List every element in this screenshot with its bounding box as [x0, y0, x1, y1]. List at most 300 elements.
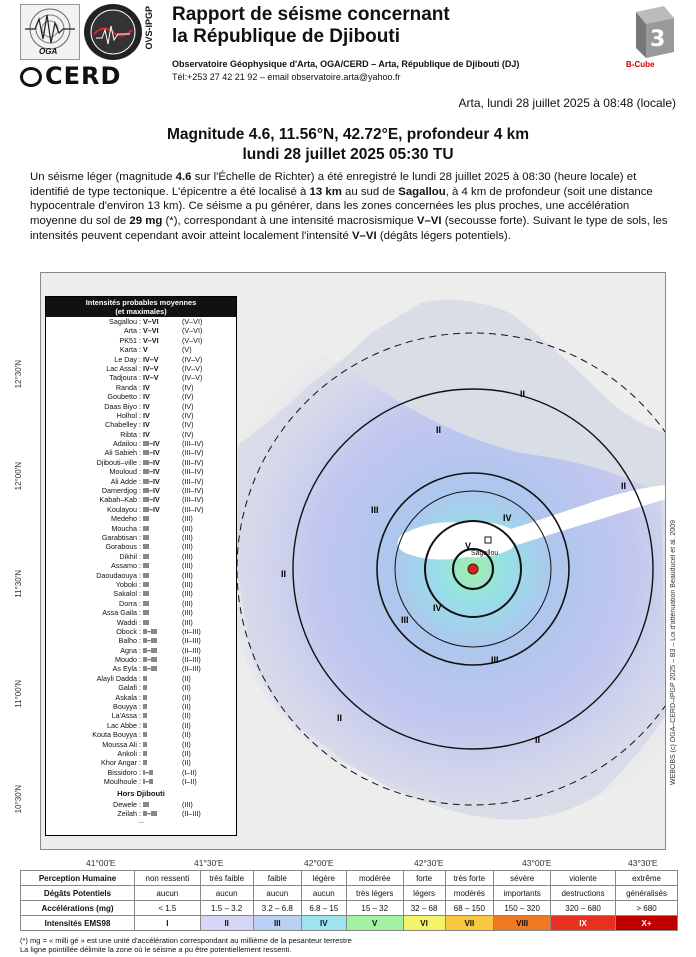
legend-intensity: II [143, 692, 147, 702]
legend-max-intensity: (II) [182, 711, 191, 721]
legend-intensity: II [143, 702, 147, 712]
legend-row [46, 355, 236, 364]
legend-intensity: III [143, 589, 149, 599]
legend-intensity: III [143, 799, 149, 809]
headline-line2: lundi 28 juillet 2025 05:30 TU [242, 146, 454, 163]
legend-place-name: Askala : [115, 692, 141, 702]
scale-cell: sévère [494, 871, 551, 886]
scale-cell: aucun [253, 886, 301, 901]
scale-cell: importants [494, 886, 551, 901]
legend-max-intensity: (I–II) [182, 767, 197, 777]
legend-place-name: Koulayou : [107, 504, 141, 514]
legend-place-name: Sagallou : [109, 317, 141, 326]
legend-row [46, 721, 236, 730]
oga-logo [20, 4, 80, 60]
scale-row [21, 901, 678, 916]
intensity-scale-table [20, 870, 678, 931]
legend-intensity: IV [143, 410, 150, 420]
scale-cell: 320 – 680 [551, 901, 616, 916]
legend-place-name: Assa Gaila : [102, 608, 141, 618]
legend-max-intensity: (I–II) [182, 777, 197, 787]
legend-row [46, 411, 236, 420]
scale-cell: modérés [445, 886, 494, 901]
x-tick-4100: 41°00'E [86, 858, 116, 868]
legend-row [46, 533, 236, 542]
legend-place-name: Chabelley : [105, 420, 141, 430]
scale-cell: 1.5 – 3.2 [200, 901, 253, 916]
legend-row [46, 693, 236, 702]
legend-intensity: II [143, 730, 147, 740]
scale-cell: destructions [551, 886, 616, 901]
legend-intensity: III–IV [143, 439, 160, 449]
legend-row [46, 711, 236, 720]
legend-place-name: Holhol : [116, 410, 141, 420]
scale-cell: III [253, 916, 301, 931]
legend-row [46, 571, 236, 580]
legend-place-name: Gorabous : [105, 542, 141, 552]
ring-label-ii-6: II [436, 425, 442, 435]
legend-row [46, 758, 236, 767]
legend-row [46, 674, 236, 683]
ring-label-ii-3: II [337, 713, 343, 723]
legend-intensity: II–III [143, 645, 157, 655]
legend-intensity: III [143, 579, 149, 589]
legend-intensity: III [143, 542, 149, 552]
legend-intensity: III [143, 551, 149, 561]
legend-place-name: Lac Abbe : [107, 720, 141, 730]
legend-intensity: III [143, 514, 149, 524]
legend-row [46, 664, 236, 673]
legend-place-name: As Eyla : [112, 664, 141, 674]
intensity-legend [45, 296, 237, 836]
legend-place-name: Daoudaouya : [96, 570, 141, 580]
scale-cell: < 1.5 [135, 901, 201, 916]
scale-cell: > 680 [616, 901, 678, 916]
legend-intensity: III [143, 617, 149, 627]
legend-intensity: II [143, 720, 147, 730]
legend-max-intensity: (II–III) [182, 808, 201, 818]
legend-max-intensity: (III) [182, 579, 193, 589]
legend-intensity: II [143, 748, 147, 758]
legend-max-intensity: (III) [182, 523, 193, 533]
legend-max-intensity: (V) [182, 345, 192, 355]
scale-row-header: Perception Humaine [21, 871, 135, 886]
ovs-label: OVS-IPGP [144, 6, 154, 50]
scale-cell: 3.2 – 6.8 [253, 901, 301, 916]
legend-max-intensity: (III) [182, 799, 193, 809]
legend-place-name: Randa : [115, 382, 141, 392]
legend-place-name: Dorra : [119, 598, 141, 608]
legend-max-intensity: (III) [182, 598, 193, 608]
scale-cell: légère [301, 871, 346, 886]
legend-place-name: Djibouti–ville : [96, 457, 141, 467]
legend-header: Intensités probables moyennes (et maximales) [46, 297, 236, 317]
footnote-dotted: La ligne pointillée délimite la zone où le séisme a pu être potentiellement ressenti. [20, 945, 292, 954]
legend-max-intensity: (V–VI) [182, 326, 203, 336]
scale-cell: 68 – 150 [445, 901, 494, 916]
legend-row [46, 373, 236, 382]
legend-max-intensity: (III–IV) [182, 448, 204, 458]
legend-place-name: Le Day : [114, 354, 141, 364]
legend-place-name: Ali Sabieh : [104, 448, 141, 458]
legend-max-intensity: (IV) [182, 429, 194, 439]
cerd-swirl-icon [20, 67, 42, 87]
x-tick-4300: 43°00'E [522, 858, 552, 868]
scale-cell: X+ [616, 916, 678, 931]
legend-intensity: I–II [143, 777, 153, 787]
scale-cell: I [135, 916, 201, 931]
legend-row [46, 383, 236, 392]
epicenter-star-icon [468, 564, 478, 574]
cerd-logo [20, 62, 156, 88]
legend-max-intensity: (IV) [182, 420, 194, 430]
legend-max-intensity: (IV) [182, 410, 194, 420]
scale-cell: très faible [200, 871, 253, 886]
legend-row [46, 655, 236, 664]
legend-place-name: Medeho : [111, 514, 141, 524]
legend-max-intensity: (III) [182, 514, 193, 524]
scale-cell: 6.8 – 15 [301, 901, 346, 916]
legend-row [46, 495, 236, 504]
scale-cell: 15 – 32 [346, 901, 403, 916]
scale-cell: aucun [301, 886, 346, 901]
legend-row [46, 542, 236, 551]
legend-max-intensity: (III) [182, 551, 193, 561]
legend-row [46, 749, 236, 758]
legend-row [46, 439, 236, 448]
legend-row [46, 627, 236, 636]
legend-row [46, 345, 236, 354]
legend-intensity: II [143, 758, 147, 768]
legend-place-name: Garabtisan : [101, 532, 141, 542]
legend-intensity: IV [143, 429, 150, 439]
map-credit: WEBOBS (c) OGA–CERD–IPGP 2025 – B3 – Loi d'atténuation Beauducel et al. 2009 [670, 520, 677, 786]
scale-cell: IX [551, 916, 616, 931]
legend-place-name: Yoboki : [115, 579, 141, 589]
y-tick-1130: 11°30'N [14, 570, 23, 598]
legend-place-name: Moucha : [111, 523, 141, 533]
legend-intensity: V–VI [143, 326, 159, 336]
legend-intensity: V–VI [143, 317, 159, 326]
legend-max-intensity: (III) [182, 617, 193, 627]
legend-max-intensity: (III–IV) [182, 467, 204, 477]
legend-max-intensity: (III) [182, 608, 193, 618]
report-datetime: Arta, lundi 28 juillet 2025 à 08:48 (locale) [458, 96, 676, 110]
scale-cell: aucun [200, 886, 253, 901]
legend-place-name: Daas Biyo : [104, 401, 141, 411]
scale-cell: 150 – 320 [494, 901, 551, 916]
legend-max-intensity: (III–IV) [182, 486, 204, 496]
legend-place-name: Balho : [118, 636, 141, 646]
legend-row [46, 430, 236, 439]
scale-cell: faible [253, 871, 301, 886]
globe-icon [84, 4, 142, 60]
legend-place-name: Lac Assal : [106, 363, 141, 373]
ring-label-ii-4: II [535, 735, 541, 745]
legend-place-name: Moussa Ali : [102, 739, 141, 749]
legend-intensity: IV [143, 401, 150, 411]
legend-max-intensity: (II) [182, 720, 191, 730]
hors-djibouti-title: Hors Djibouti [117, 788, 165, 798]
legend-intensity: II [143, 673, 147, 683]
legend-intensity: III–IV [143, 448, 160, 458]
legend-row [46, 589, 236, 598]
legend-max-intensity: (III–IV) [182, 504, 204, 514]
legend-place-name: Dewele : [113, 799, 141, 809]
legend-max-intensity: (IV) [182, 382, 194, 392]
legend-place-name: Ankoli : [117, 748, 141, 758]
legend-max-intensity: (II) [182, 730, 191, 740]
legend-row [46, 524, 236, 533]
legend-intensity: IV [143, 420, 150, 430]
legend-ellipsis: ... [138, 818, 144, 826]
legend-row [46, 777, 236, 786]
report-title-line2: la République de Djibouti [172, 26, 400, 47]
legend-place-name: PK51 : [119, 335, 141, 345]
legend-row [46, 392, 236, 401]
legend-row [46, 730, 236, 739]
scale-cell: non ressenti [135, 871, 201, 886]
scale-cell: très forte [445, 871, 494, 886]
legend-place-name: Kouta Bouyya : [92, 730, 141, 740]
legend-max-intensity: (II) [182, 702, 191, 712]
legend-place-name: Khor Angar : [101, 758, 141, 768]
scale-cell: généralisés [616, 886, 678, 901]
legend-place-name: Damerdjog : [101, 486, 141, 496]
legend-max-intensity: (V–VI) [182, 317, 203, 326]
legend-row [46, 552, 236, 561]
legend-row [46, 364, 236, 373]
legend-row [46, 458, 236, 467]
scale-cell: II [200, 916, 253, 931]
legend-intensity: IV [143, 392, 150, 402]
legend-max-intensity: (IV–V) [182, 363, 203, 373]
legend-place-name: Mouloud : [109, 467, 141, 477]
scale-cell: extrême [616, 871, 678, 886]
legend-row [46, 317, 236, 326]
ovs-ipgp-logo [84, 4, 142, 60]
legend-intensity: III [143, 608, 149, 618]
legend-intensity: III [143, 570, 149, 580]
bcube-label: B-Cube [626, 60, 655, 69]
legend-max-intensity: (III–IV) [182, 495, 204, 505]
legend-place-name: Karta : [119, 345, 141, 355]
ring-label-iv: IV [503, 513, 512, 523]
legend-max-intensity: (III) [182, 589, 193, 599]
epicenter-label: Sagallou [471, 550, 499, 557]
legend-row [46, 702, 236, 711]
observatory-line: Observatoire Géophysique d'Arta, OGA/CERD – Arta, République de Djibouti (DJ) [172, 59, 520, 69]
x-tick-4200: 42°00'E [304, 858, 334, 868]
legend-max-intensity: (III) [182, 570, 193, 580]
scale-row [21, 916, 678, 931]
scale-cell: aucun [135, 886, 201, 901]
legend-intensity: II–III [143, 626, 157, 636]
legend-max-intensity: (II) [182, 673, 191, 683]
scale-cell: VII [445, 916, 494, 931]
scale-cell: V [346, 916, 403, 931]
legend-max-intensity: (III–IV) [182, 457, 204, 467]
legend-rows [46, 317, 236, 787]
legend-row [46, 448, 236, 457]
legend-max-intensity: (II) [182, 692, 191, 702]
legend-row [46, 514, 236, 523]
legend-intensity: II–III [143, 664, 157, 674]
legend-place-name: Tadjoura : [109, 373, 141, 383]
legend-place-name: Assamo : [111, 561, 141, 571]
legend-row [46, 477, 236, 486]
legend-place-name: Obock : [116, 626, 141, 636]
legend-row [46, 636, 236, 645]
legend-place-name: Sakalol : [113, 589, 141, 599]
legend-row [46, 580, 236, 589]
legend-max-intensity: (II–III) [182, 626, 201, 636]
scale-cell: VI [403, 916, 445, 931]
legend-max-intensity: (II) [182, 739, 191, 749]
scale-cell: 32 – 68 [403, 901, 445, 916]
legend-max-intensity: (II) [182, 683, 191, 693]
legend-max-intensity: (IV) [182, 401, 194, 411]
legend-max-intensity: (II–III) [182, 645, 201, 655]
legend-row [46, 809, 236, 818]
x-tick-4330: 43°30'E [628, 858, 658, 868]
legend-row [46, 561, 236, 570]
ring-label-v: V [465, 541, 472, 551]
scale-cell: violente [551, 871, 616, 886]
scale-cell: très légers [346, 886, 403, 901]
legend-place-name: Ribta : [120, 429, 141, 439]
svg-text:3: 3 [650, 27, 666, 52]
legend-intensity: IV [143, 382, 150, 392]
legend-place-name: Bouyya : [113, 702, 141, 712]
legend-intensity: II [143, 711, 147, 721]
x-tick-4230: 42°30'E [414, 858, 444, 868]
legend-max-intensity: (IV–V) [182, 373, 203, 383]
legend-max-intensity: (II–III) [182, 655, 201, 665]
legend-intensity: III [143, 532, 149, 542]
legend-place-name: Zeilah : [117, 808, 141, 818]
legend-row [46, 420, 236, 429]
hors-rows [46, 800, 236, 819]
legend-place-name: Dikhil : [119, 551, 141, 561]
x-tick-4130: 41°30'E [194, 858, 224, 868]
legend-place-name: Waddi : [116, 617, 141, 627]
legend-max-intensity: (IV) [182, 392, 194, 402]
legend-row [46, 740, 236, 749]
legend-intensity: III [143, 561, 149, 571]
ring-label-iii-2: III [401, 615, 409, 625]
y-tick-1030: 10°30'N [14, 785, 23, 814]
legend-intensity: III–IV [143, 476, 160, 486]
legend-row [46, 683, 236, 692]
contact-line: Tél:+253 27 42 21 92 – email observatoire.arta@yahoo.fr [172, 72, 401, 82]
bcube-icon [628, 4, 678, 62]
legend-place-name: Adailou : [113, 439, 141, 449]
legend-max-intensity: (V–VI) [182, 335, 203, 345]
oga-label: OGA [39, 47, 58, 56]
legend-intensity: III–IV [143, 495, 160, 505]
legend-max-intensity: (III–IV) [182, 476, 204, 486]
ring-label-ii-2: II [281, 569, 287, 579]
ring-label-iii-3: III [491, 655, 499, 665]
y-tick-1230: 12°30'N [14, 360, 23, 389]
legend-intensity: II–III [143, 655, 157, 665]
scale-cell: forte [403, 871, 445, 886]
legend-row [46, 336, 236, 345]
legend-intensity: II–III [143, 636, 157, 646]
legend-row [46, 618, 236, 627]
legend-place-name: Moudo : [115, 655, 141, 665]
ring-label-iii: III [371, 505, 379, 515]
legend-row [46, 326, 236, 335]
legend-row [46, 646, 236, 655]
legend-row [46, 599, 236, 608]
legend-max-intensity: (III) [182, 532, 193, 542]
legend-max-intensity: (II–III) [182, 636, 201, 646]
summary-paragraph: Un séisme léger (magnitude 4.6 sur l'Échelle de Richter) a été enregistré le lundi 28 juillet 2025 à 08:30 (heure locale) et identifié de type tectonique. L'épicentre a été localisé à 13 km au sud de Sagallou, à 4 km de profondeur (soit une distance hypocentrale d'environ 13 km). Ce séisme a pu générer, dans les zones concernées les plus proches, une accélération moyenne du sol de 29 mg (*), correspondant à une intensité macrosismique V–VI (secousse forte). Suivant le type de sols, les intensités peuvent cependant avoir atteint localement l'intensité V–VI (dégâts légers potentiels). [30, 171, 668, 242]
legend-max-intensity: (IV–V) [182, 354, 203, 364]
legend-max-intensity: (II–III) [182, 664, 201, 674]
legend-intensity: II [143, 683, 147, 693]
scale-cell: VIII [494, 916, 551, 931]
scale-row [21, 871, 678, 886]
legend-max-intensity: (II) [182, 748, 191, 758]
legend-max-intensity: (II) [182, 758, 191, 768]
legend-place-name: Moulhoule : [103, 777, 141, 787]
legend-place-name: La'Assa : [111, 711, 141, 721]
legend-intensity: IV–V [143, 373, 159, 383]
scale-cell: IV [301, 916, 346, 931]
scale-row-header: Intensités EMS98 [21, 916, 135, 931]
legend-intensity: I–II [143, 767, 153, 777]
footnote-mg: (*) mg = « milli gé » est une unité d'accélération correspondant au millième de la pesanteur terrestre [20, 936, 352, 945]
legend-intensity: II–III [143, 808, 157, 818]
report-title-line1: Rapport de séisme concernant [172, 4, 450, 25]
headline-line1: Magnitude 4.6, 11.56°N, 42.72°E, profondeur 4 km [166, 126, 530, 143]
legend-max-intensity: (III–IV) [182, 439, 204, 449]
legend-place-name: Agna : [120, 645, 141, 655]
bcube-logo [628, 4, 678, 66]
sagallou-marker [485, 537, 491, 543]
legend-intensity: III–IV [143, 486, 160, 496]
ring-label-ii-5: II [621, 481, 627, 491]
legend-place-name: Bissidoro : [107, 767, 141, 777]
scale-row-header: Dégâts Potentiels [21, 886, 135, 901]
legend-intensity: IV–V [143, 363, 159, 373]
legend-intensity: III [143, 523, 149, 533]
legend-intensity: V–VI [143, 335, 159, 345]
scale-cell: légers [403, 886, 445, 901]
legend-intensity: IV–V [143, 354, 159, 364]
legend-row [46, 800, 236, 809]
scale-cell: modérée [346, 871, 403, 886]
legend-place-name: Arta : [123, 326, 141, 336]
legend-intensity: III–IV [143, 457, 160, 467]
legend-max-intensity: (III) [182, 561, 193, 571]
legend-intensity: III–IV [143, 467, 160, 477]
logo-group [20, 4, 156, 90]
y-tick-1200: 12°00'N [14, 462, 23, 491]
legend-intensity: II [143, 739, 147, 749]
cerd-label: CERD [45, 62, 122, 90]
legend-place-name: Goubetto : [107, 392, 141, 402]
legend-intensity: III–IV [143, 504, 160, 514]
legend-row [46, 486, 236, 495]
scale-row [21, 886, 678, 901]
legend-place-name: Alayli Dadda : [96, 673, 141, 683]
legend-intensity: V [143, 345, 148, 355]
legend-place-name: Ali Adde : [110, 476, 141, 486]
